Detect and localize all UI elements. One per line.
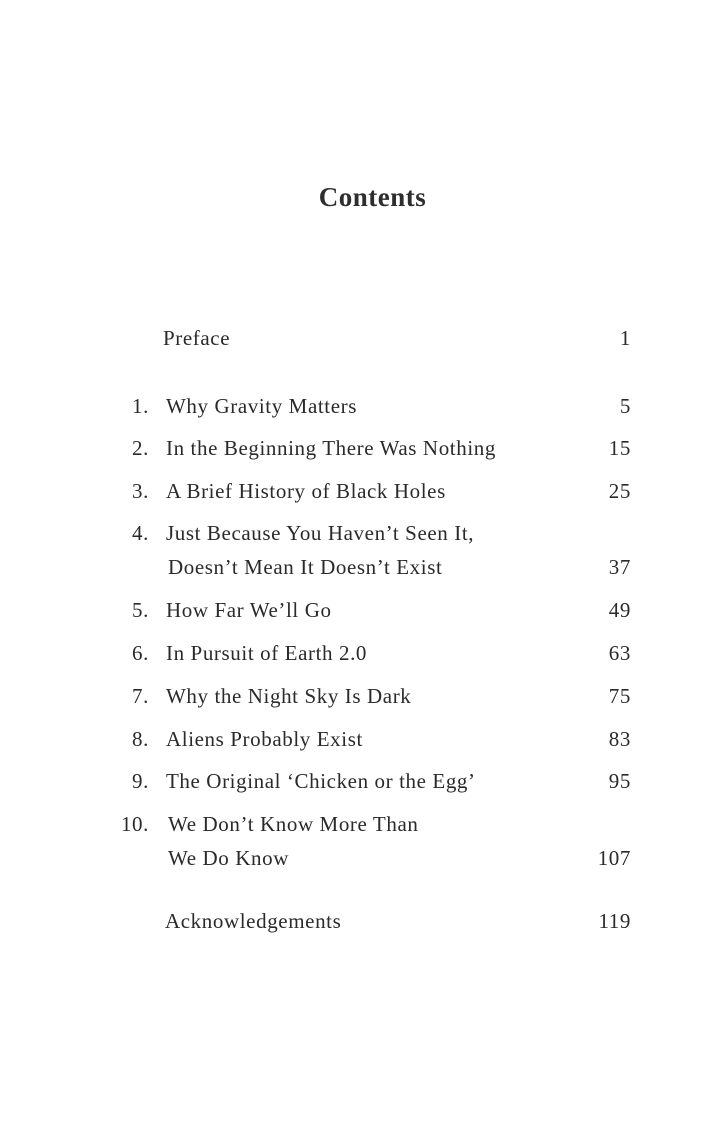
chapter-page: 83 [608,727,631,751]
chapter-title: In Pursuit of Earth 2.0 [166,641,368,665]
chapter-title-line-2: We Do Know [168,846,289,870]
page-title: Contents [318,182,427,212]
chapter-number: 10. [120,812,149,836]
chapter-title: How Far We’ll Go [166,598,332,622]
chapter-page: 49 [608,598,631,622]
chapter-page: 5 [619,394,631,418]
chapter-title: Why the Night Sky Is Dark [166,684,412,708]
toc-entry-page: 1 [619,326,631,350]
chapter-page: 15 [608,436,631,460]
chapter-page: 107 [597,846,631,870]
chapter-title: The Original ‘Chicken or the Egg’ [166,769,476,793]
chapter-number: 4. [132,521,149,545]
chapter-number: 6. [132,641,149,665]
chapter-page: 63 [608,641,631,665]
chapter-page: 75 [608,684,631,708]
chapter-title: In the Beginning There Was Nothing [166,436,496,460]
chapter-title-line-1: We Don’t Know More Than [168,812,419,836]
chapter-number: 5. [132,598,149,622]
chapter-number: 7. [132,684,149,708]
chapter-number: 8. [132,727,149,751]
chapter-page: 25 [608,479,631,503]
chapter-number: 9. [132,769,149,793]
chapter-page: 37 [608,555,631,579]
chapter-page: 95 [608,769,631,793]
chapter-number: 3. [132,479,149,503]
toc-entry-label: Acknowledgements [165,909,342,933]
chapter-title-line-2: Doesn’t Mean It Doesn’t Exist [168,555,443,579]
chapter-title: Aliens Probably Exist [166,727,363,751]
toc-entry-page: 119 [598,909,631,933]
chapter-title: Why Gravity Matters [166,394,358,418]
toc-entry-label: Preface [163,326,231,350]
chapter-title-line-1: Just Because You Haven’t Seen It, [166,521,475,545]
chapter-number: 1. [132,394,149,418]
chapter-number: 2. [132,436,149,460]
chapter-title: A Brief History of Black Holes [166,479,446,503]
